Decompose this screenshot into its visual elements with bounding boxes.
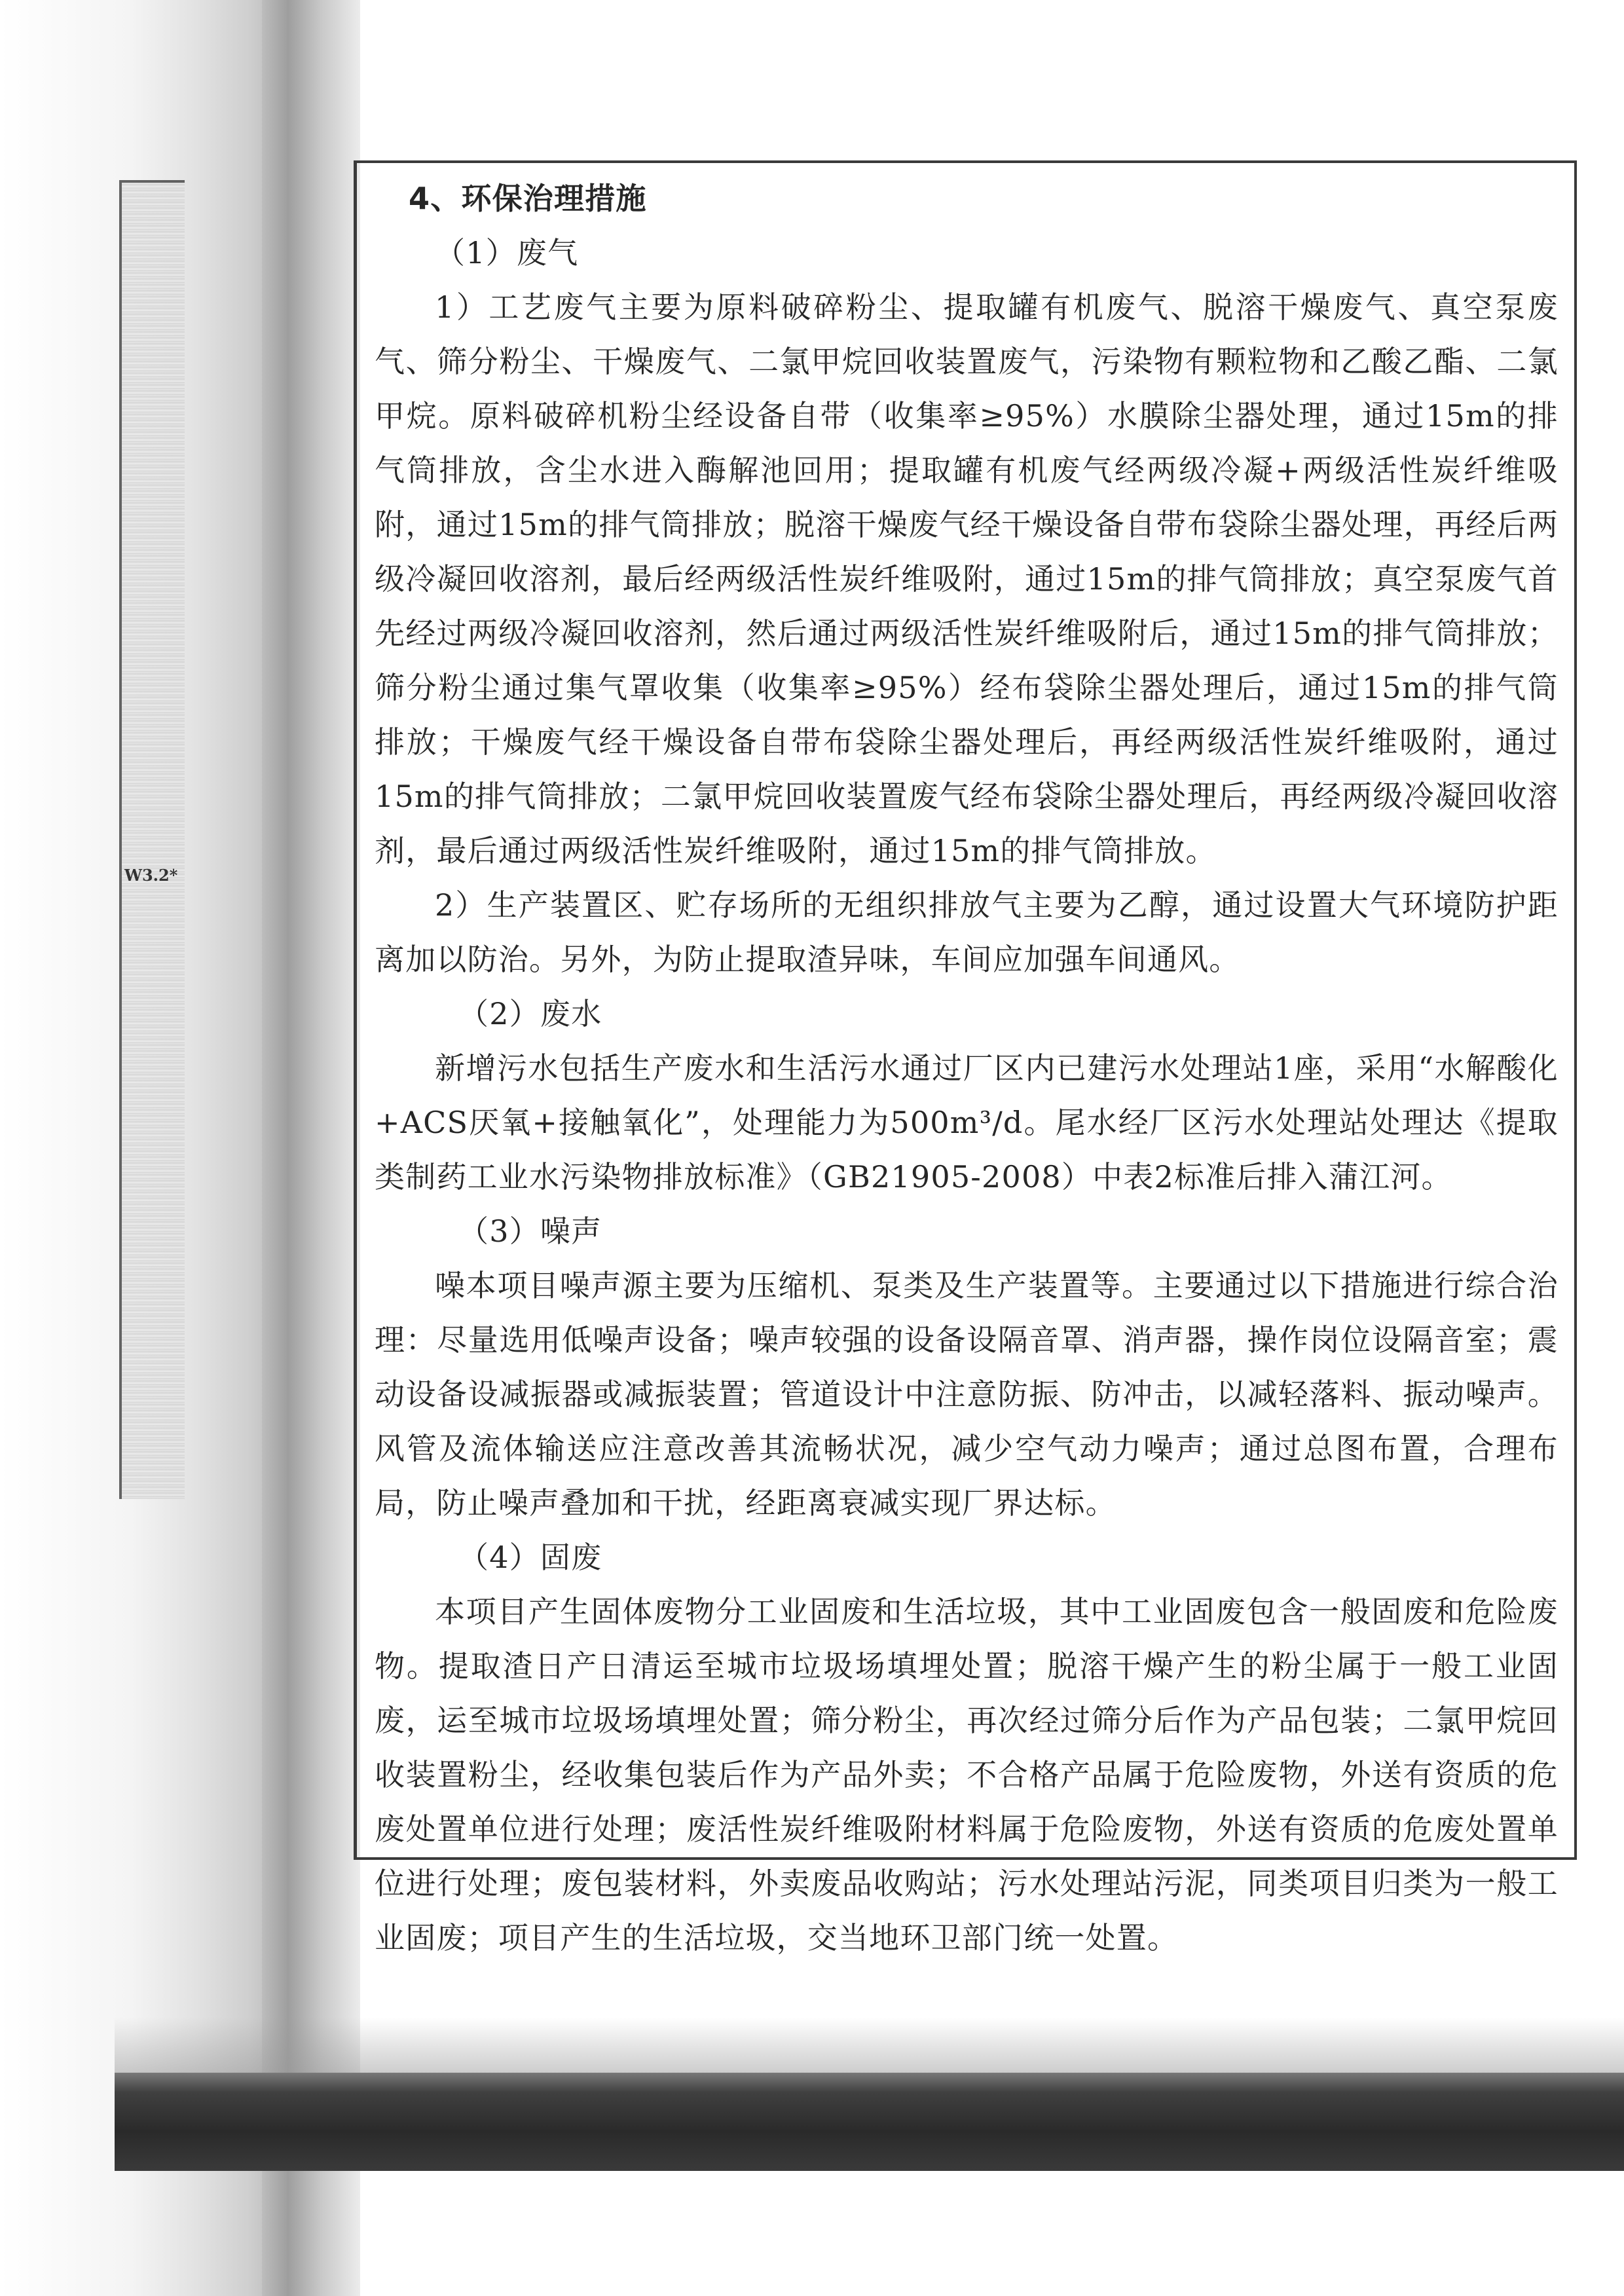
subsection-title-wastewater: （2）废水 <box>458 996 602 1031</box>
paragraph-fugitive-emission: 2）生产装置区、贮存场所的无组织排放气主要为乙醇，通过设置大气环境防护距离加以防治。另外，为防止提取渣异味，车间应加强车间通风。 <box>375 887 1559 977</box>
left-page-frame <box>119 180 185 1499</box>
subsection-title-solid-waste: （4）固废 <box>458 1540 602 1575</box>
subsection-title-noise: （3）噪声 <box>458 1213 602 1249</box>
bottom-shadow <box>115 2017 1624 2076</box>
subsection-title-exhaust-gas: （1）废气 <box>435 235 579 270</box>
left-margin-mark: W3.2* <box>124 866 178 885</box>
document-body <box>375 172 1559 1965</box>
book-spine <box>262 0 360 2296</box>
paragraph-process-exhaust: 1）工艺废气主要为原料破碎粉尘、提取罐有机废气、脱溶干燥废气、真空泵废气、筛分粉尘、干燥废气、二氯甲烷回收装置废气，污染物有颗粒物和乙酸乙酯、二氯甲烷。原料破碎机粉尘经设备自带（收集率≥95%）水膜除尘器处理，通过15m的排气筒排放，含尘水进入酶解池回用；提取罐有机废气经两级冷凝+两级活性炭纤维吸附，通过15m的排气筒排放；脱溶干燥废气经干燥设备自带布袋除尘器处理，再经后两级冷凝回收溶剂，最后经两级活性炭纤维吸附，通过15m的排气筒排放；真空泵废气首先经过两级冷凝回收溶剂，然后通过两级活性炭纤维吸附后，通过15m的排气筒排放；筛分粉尘通过集气罩收集（收集率≥95%）经布袋除尘器处理后，通过15m的排气筒排放；干燥废气经干燥设备自带布袋除尘器处理后，再经两级活性炭纤维吸附，通过15m的排气筒排放；二氯甲烷回收装置废气经布袋除尘器处理后，再经两级冷凝回收溶剂，最后通过两级活性炭纤维吸附，通过15m的排气筒排放。 <box>375 289 1559 868</box>
section-heading: 4、环保治理措施 <box>409 181 647 216</box>
paragraph-wastewater: 新增污水包括生产废水和生活污水通过厂区内已建污水处理站1座，采用“水解酸化+ACS厌氧+接触氧化”，处理能力为500m³/d。尾水经厂区污水处理站处理达《提取类制药工业水污染物排放标准》（GB21905-2008）中表2标准后排入蒲江河。 <box>375 1050 1559 1194</box>
paragraph-noise: 噪本项目噪声源主要为压缩机、泵类及生产装置等。主要通过以下措施进行综合治理：尽量选用低噪声设备；噪声较强的设备设隔音罩、消声器，操作岗位设隔音室；震动设备设减振器或减振装置；管道设计中注意防振、防冲击，以减轻落料、振动噪声。风管及流体输送应注意改善其流畅状况，减少空气动力噪声；通过总图布置，合理布局，防止噪声叠加和干扰，经距离衰减实现厂界达标。 <box>375 1268 1559 1521</box>
paragraph-solid-waste: 本项目产生固体废物分工业固废和生活垃圾，其中工业固废包含一般固废和危险废物。提取渣日产日清运至城市垃圾场填埋处置；脱溶干燥产生的粉尘属于一般工业固废，运至城市垃圾场填埋处置；筛分粉尘，再次经过筛分后作为产品包装；二氯甲烷回收装置粉尘，经收集包装后作为产品外卖；不合格产品属于危险废物，外送有资质的危废处置单位进行处理；废活性炭纤维吸附材料属于危险废物，外送有资质的危废处置单位进行处理；废包装材料，外卖废品收购站；污水处理站污泥，同类项目归类为一般工业固废；项目产生的生活垃圾，交当地环卫部门统一处置。 <box>375 1594 1559 1955</box>
bottom-dark-band <box>115 2073 1624 2171</box>
